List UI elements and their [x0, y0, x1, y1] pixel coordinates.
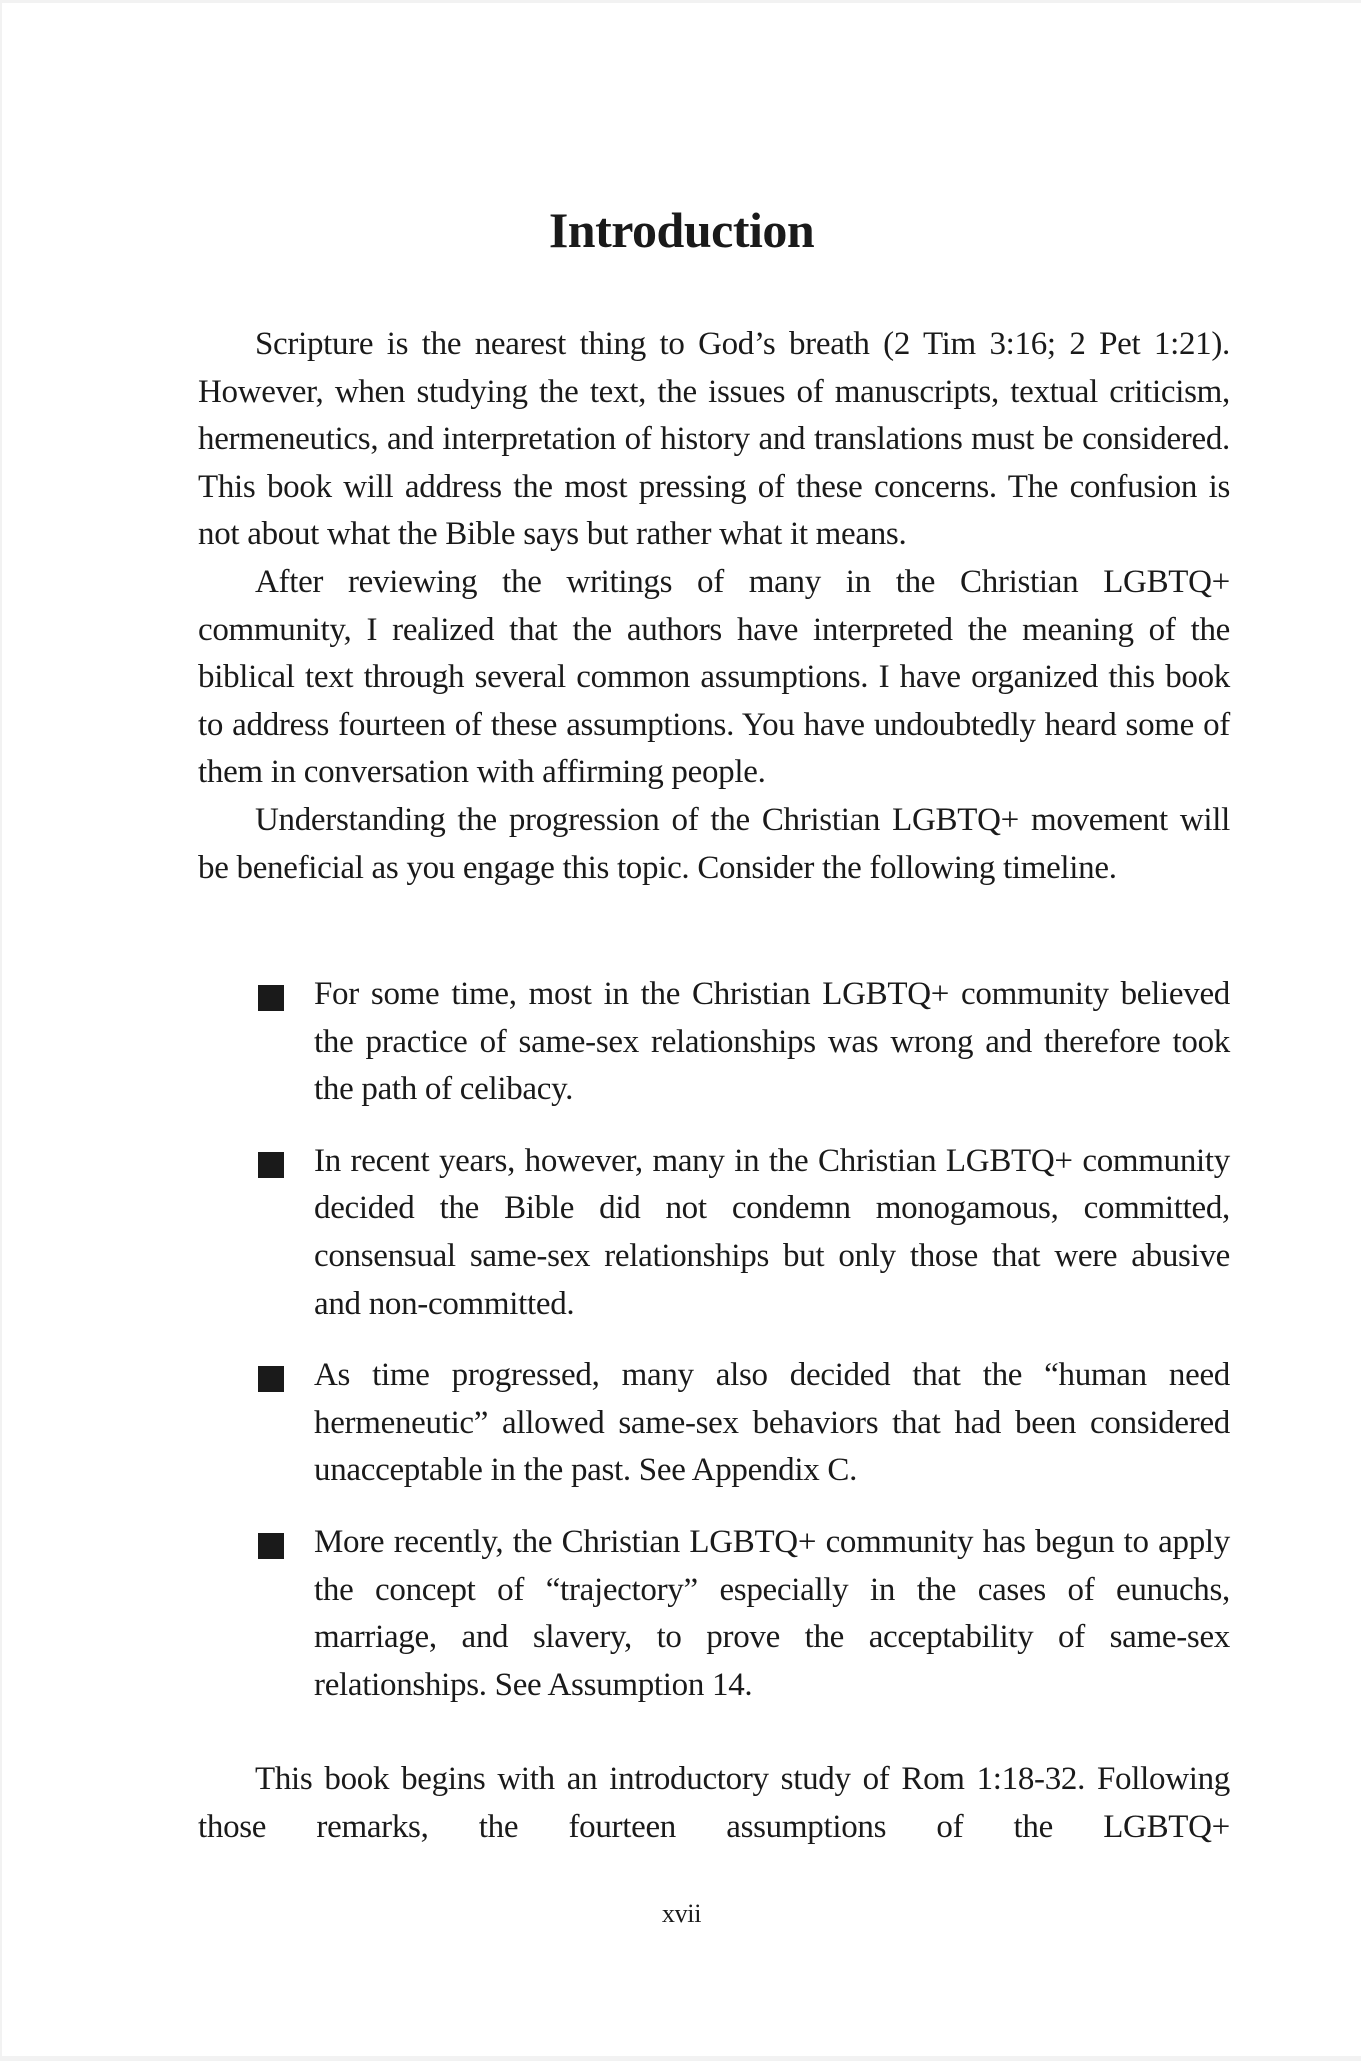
list-item-text: More recently, the Christian LGBTQ+ community has begun to apply the concept of “trajectory” especially in the cases of eunuchs, marriage, and slavery, to prove the acceptability of same-sex relationships. See Assumption 14. — [314, 1523, 1230, 1703]
list-item — [258, 1138, 1230, 1328]
paragraph: After reviewing the writings of many in the Christian LGBTQ+ community, I realized that the authors have interpreted the meaning of the biblical text through several common assumptions. I have organized this book to address fourteen of these assumptions. You have undoubtedly heard some of them in conversation with affirming people. — [198, 563, 1230, 791]
square-bullet-icon — [258, 1533, 284, 1559]
list-item — [258, 1519, 1230, 1709]
timeline-list — [258, 971, 1230, 1733]
paragraph: Scripture is the nearest thing to God’s breath (2 Tim 3:16; 2 Pet 1:21). However, when studying the text, the issues of manuscripts, textual criticism, hermeneutics, and interpretation of history and translations must be considered. This book will address the most pressing of these concerns. The confusion is not about what the Bible says but rather what it means. — [198, 326, 1230, 553]
book-page — [2, 3, 1361, 2056]
page-number: xvii — [661, 1899, 702, 1928]
square-bullet-icon — [258, 1366, 284, 1392]
page-title: Introduction — [548, 202, 815, 258]
paragraph: Understanding the progression of the Christian LGBTQ+ movement will be beneficial as you engage this topic. Consider the following timeline. — [198, 801, 1230, 886]
paragraph: This book begins with an introductory study of Rom 1:18-32. Following those remarks, the fourteen assumptions of the LGBTQ+ — [198, 1761, 1230, 1845]
list-item — [258, 1352, 1230, 1495]
list-item — [258, 971, 1230, 1114]
intro-section — [198, 321, 1230, 892]
list-item-text: As time progressed, many also decided that the “human need hermeneutic” allowed same-sex behaviors that had been considered unacceptable in the past. See Appendix C. — [314, 1357, 1230, 1489]
square-bullet-icon — [258, 1152, 284, 1178]
closing-section — [198, 1756, 1230, 1851]
list-item-text: For some time, most in the Christian LGBTQ+ community believed the practice of same-sex relationships was wrong and therefore took the path of celibacy. — [314, 976, 1230, 1108]
list-item-text: In recent years, however, many in the Christian LGBTQ+ community decided the Bible did not condemn monogamous, committed, consensual same-sex relationships but only those that were abusive and non-committed. — [314, 1142, 1230, 1322]
square-bullet-icon — [258, 985, 284, 1011]
